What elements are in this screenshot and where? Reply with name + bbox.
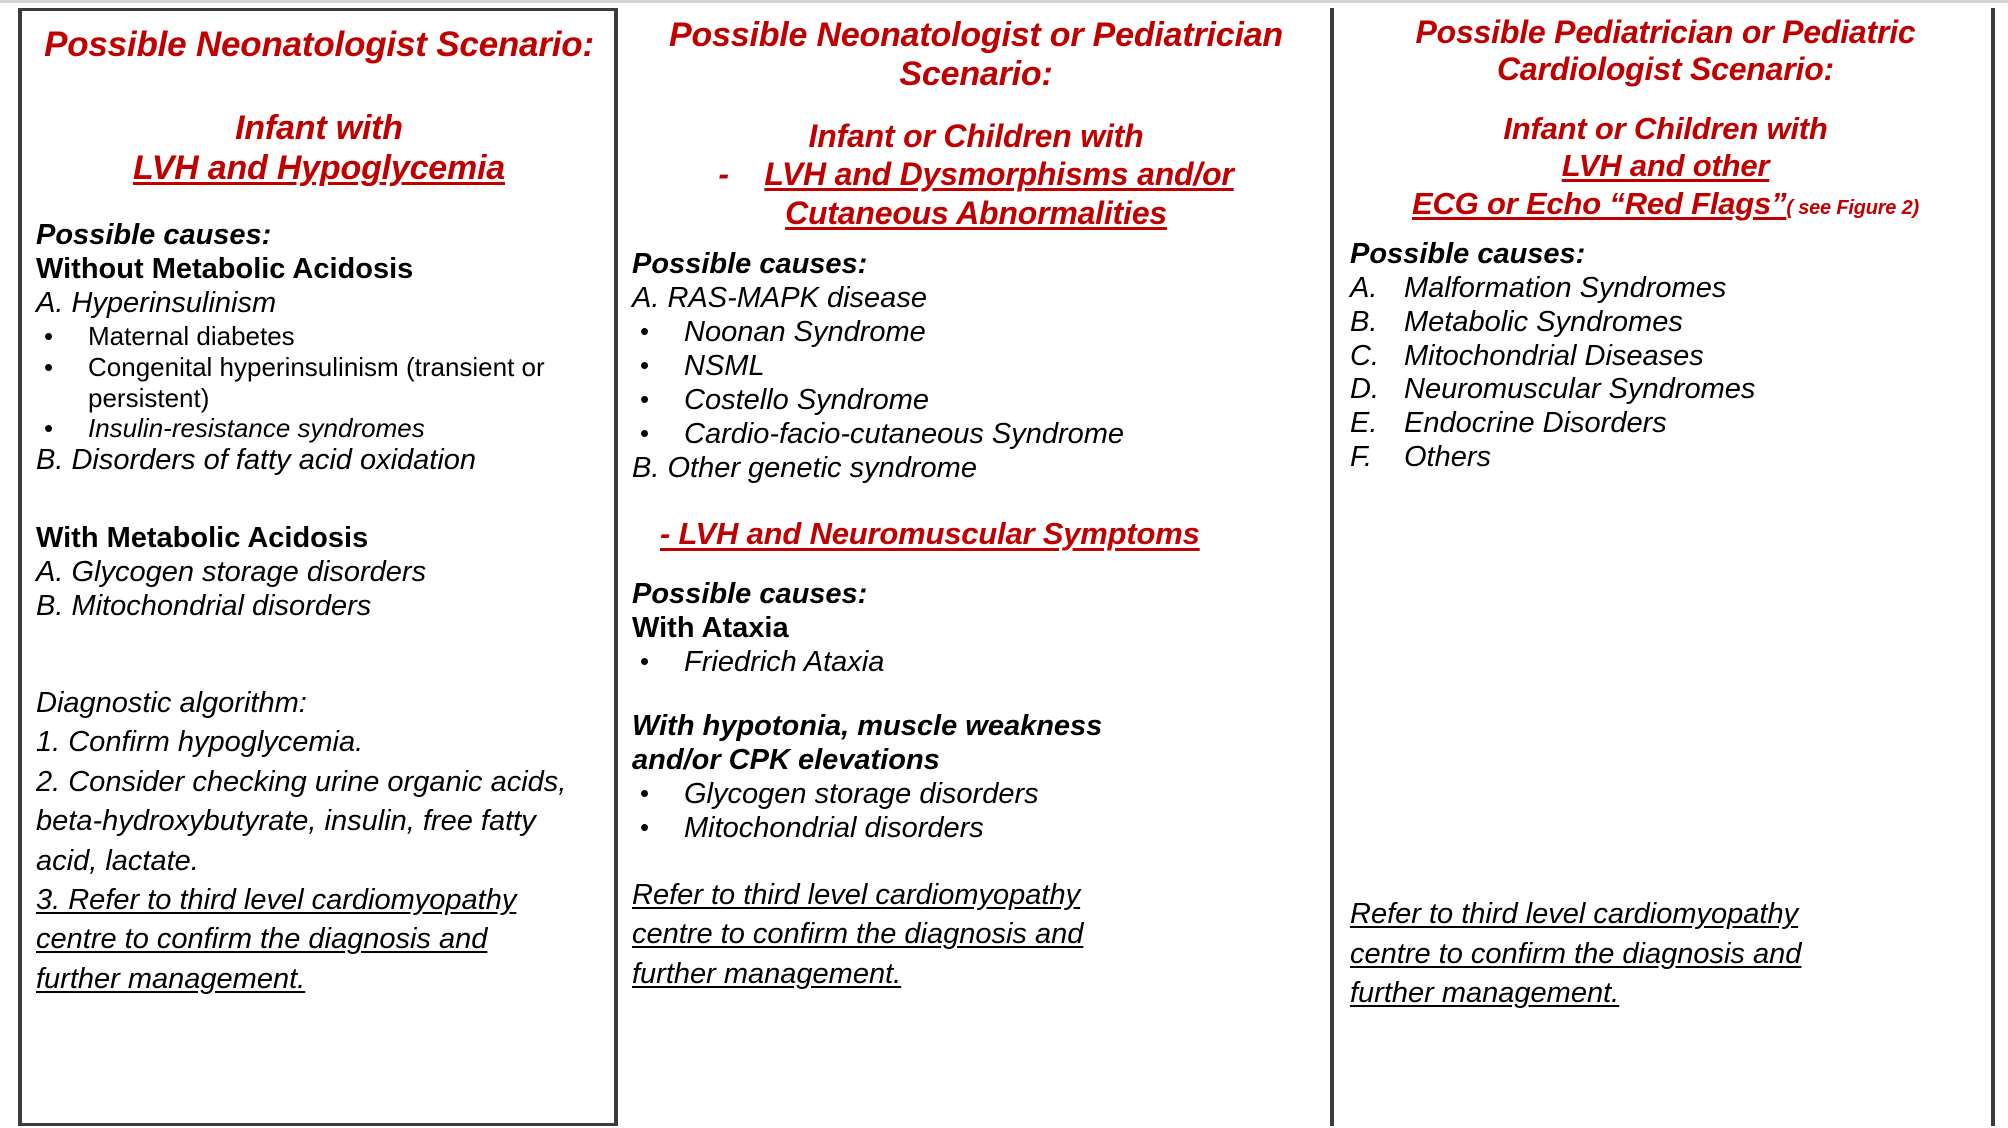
column2-subject-line2-row: [632, 155, 1320, 193]
column3-subject-line2: LVH and other: [1561, 148, 1770, 184]
column1-group1-item-a: A. Hyperinsulinism: [36, 287, 277, 320]
list-item-marker: B.: [1350, 305, 1378, 338]
list-item-label: NSML: [684, 349, 765, 382]
column3-referral-note: [1350, 895, 1981, 1013]
column2-referral-note: [632, 876, 1320, 994]
bullet-icon: •: [44, 352, 54, 383]
column2-subject: [632, 117, 1320, 232]
column3-possible-causes-label: Possible causes:: [1350, 237, 1586, 270]
list-item-marker: D.: [1350, 373, 1379, 406]
list-item-label: Endocrine Disorders: [1404, 407, 1667, 440]
list-item: [632, 418, 1320, 452]
list-item: [632, 384, 1320, 418]
column3-subject-line3: ECG or Echo “Red Flags”: [1412, 185, 1787, 221]
algorithm-step-3-line3: further management.: [36, 962, 306, 995]
column2-red-subheading-wrap: [632, 516, 1320, 553]
column2-hypotonia-label-line1: With hypotonia, muscle weakness: [632, 710, 1103, 743]
algorithm-step-2-line1: 2. Consider checking urine organic acids,: [36, 765, 567, 798]
algorithm-step-1: 1. Confirm hypoglycemia.: [36, 726, 364, 759]
referral-line1: Refer to third level cardiomyopathy: [632, 878, 1081, 911]
column2-header-line1: Possible Neonatologist or Pediatrician: [669, 16, 1283, 54]
list-item-marker: A.: [1350, 271, 1378, 304]
bullet-icon: •: [44, 412, 54, 443]
list-item-label: Mitochondrial disorders: [684, 811, 984, 844]
column2-item-b: B. Other genetic syndrome: [632, 451, 977, 484]
list-item-label: Glycogen storage disorders: [684, 778, 1039, 811]
column3-body: [1350, 238, 1981, 1014]
column1-subject-line2: LVH and Hypoglycemia: [133, 149, 505, 188]
list-item: [632, 778, 1320, 812]
column2-ataxia-label: With Ataxia: [632, 612, 789, 645]
list-item-label: Cardio-facio-cutaneous Syndrome: [684, 417, 1125, 450]
column1-group2-label: With Metabolic Acidosis: [36, 522, 369, 555]
spacer: [36, 624, 602, 668]
column1-header: Possible Neonatologist Scenario:: [44, 25, 594, 64]
algorithm-step-3-line1: 3. Refer to third level cardiomyopathy: [36, 884, 517, 917]
algorithm-step-2-line2: beta-hydroxybutyrate, insulin, free fatty: [36, 805, 536, 838]
list-item: [1350, 306, 1981, 340]
list-item-marker: E.: [1350, 407, 1378, 440]
spacer: [1350, 222, 1981, 238]
list-item: [632, 812, 1320, 846]
column2-possible-causes-label-2: Possible causes:: [632, 578, 868, 611]
referral-line2: centre to confirm the diagnosis and: [632, 918, 1084, 951]
spacer: [36, 478, 602, 522]
list-item-label: Noonan Syndrome: [684, 315, 926, 348]
scenario-column-neonatologist: [18, 8, 618, 1126]
referral-line1: Refer to third level cardiomyopathy: [1350, 898, 1799, 931]
column1-group2-item-a: A. Glycogen storage disorders: [36, 555, 427, 588]
bullet-icon: •: [640, 646, 650, 677]
list-item: [632, 350, 1320, 384]
referral-line3: further management.: [632, 957, 902, 990]
column2-hypotonia-label-line2: and/or CPK elevations: [632, 744, 940, 777]
column2-subject-line2: LVH and Dysmorphisms and/or: [764, 156, 1234, 193]
list-item-label: Maternal diabetes: [88, 320, 295, 351]
column1-group2-item-b: B. Mitochondrial disorders: [36, 589, 372, 622]
column1-group1-label: Without Metabolic Acidosis: [36, 253, 414, 286]
column2-header: [632, 16, 1320, 95]
list-item-marker: C.: [1350, 339, 1379, 372]
scenario-columns: [18, 8, 1995, 1126]
bullet-icon: •: [640, 417, 650, 448]
bullet-icon: •: [640, 349, 650, 380]
list-item-label: Costello Syndrome: [684, 383, 929, 416]
spacer: [632, 846, 1320, 876]
bullet-icon: •: [640, 811, 650, 842]
column3-subject: [1350, 110, 1981, 222]
list-item-label: Insulin-resistance syndromes: [88, 412, 425, 443]
algorithm-label: Diagnostic algorithm:: [36, 686, 307, 719]
column3-header-line2: Cardiologist Scenario:: [1497, 51, 1834, 88]
bullet-icon: •: [640, 315, 650, 346]
column1-subject-line1: Infant with: [235, 108, 403, 147]
column1-subject: [36, 108, 602, 190]
list-item-label: Friedrich Ataxia: [684, 646, 885, 679]
list-item: [36, 321, 602, 352]
column3-subject-line3-row: [1350, 185, 1981, 222]
list-item: [1350, 373, 1981, 407]
referral-line2: centre to confirm the diagnosis and: [1350, 937, 1802, 970]
list-item-label: Neuromuscular Syndromes: [1404, 373, 1756, 406]
column2-item-a: A. RAS-MAPK disease: [632, 281, 927, 314]
list-item-label: Metabolic Syndromes: [1404, 305, 1683, 338]
list-item-label: Mitochondrial Diseases: [1404, 339, 1704, 372]
algorithm-step-2-line3: acid, lactate.: [36, 844, 199, 877]
column2-subject-line1: Infant or Children with: [808, 117, 1144, 154]
column1-possible-causes-label: Possible causes:: [36, 219, 272, 252]
column1-diagnostic-algorithm: [36, 684, 602, 1000]
list-item: [36, 352, 602, 413]
referral-line3: further management.: [1350, 977, 1620, 1010]
spacer: [36, 189, 602, 219]
spacer: [632, 680, 1320, 710]
list-item-marker: F.: [1350, 441, 1373, 474]
scenario-column-neonatologist-pediatrician: [618, 8, 1334, 1126]
spacer: [1350, 475, 1981, 895]
column2-body: [632, 248, 1320, 994]
list-item: [1350, 272, 1981, 306]
column3-header: [1350, 14, 1981, 88]
column3-subject-note: ( see Figure 2): [1786, 196, 1919, 219]
column1-group1-item-b: B. Disorders of fatty acid oxidation: [36, 444, 477, 477]
column2-red-subheading: - LVH and Neuromuscular Symptoms: [660, 515, 1200, 551]
column1-body: [36, 219, 602, 999]
list-item: [1350, 441, 1981, 475]
column3-header-line1: Possible Pediatrician or Pediatric: [1415, 14, 1916, 50]
list-item: [1350, 340, 1981, 374]
list-item-label: Others: [1404, 441, 1492, 474]
dash-marker: -: [718, 156, 729, 193]
bullet-icon: •: [640, 778, 650, 809]
column2-subject-line3: Cutaneous Abnormalities: [785, 194, 1167, 231]
column2-possible-causes-label: Possible causes:: [632, 248, 868, 281]
list-item-label: Malformation Syndromes: [1404, 271, 1727, 304]
list-item: [1350, 407, 1981, 441]
scenario-column-pediatrician-cardiologist: [1334, 8, 1995, 1126]
bullet-icon: •: [640, 383, 650, 414]
column2-header-line2: Scenario:: [899, 55, 1053, 94]
list-item: [36, 413, 602, 444]
list-item: [632, 646, 1320, 680]
list-item: [632, 316, 1320, 350]
spacer: [632, 232, 1320, 248]
list-item-label: Congenital hyperinsulinism (transient or persistent): [88, 352, 545, 413]
algorithm-step-3-line2: centre to confirm the diagnosis and: [36, 923, 488, 956]
column3-subject-line1: Infant or Children with: [1503, 111, 1828, 147]
spacer: [36, 668, 602, 684]
bullet-icon: •: [44, 320, 54, 351]
